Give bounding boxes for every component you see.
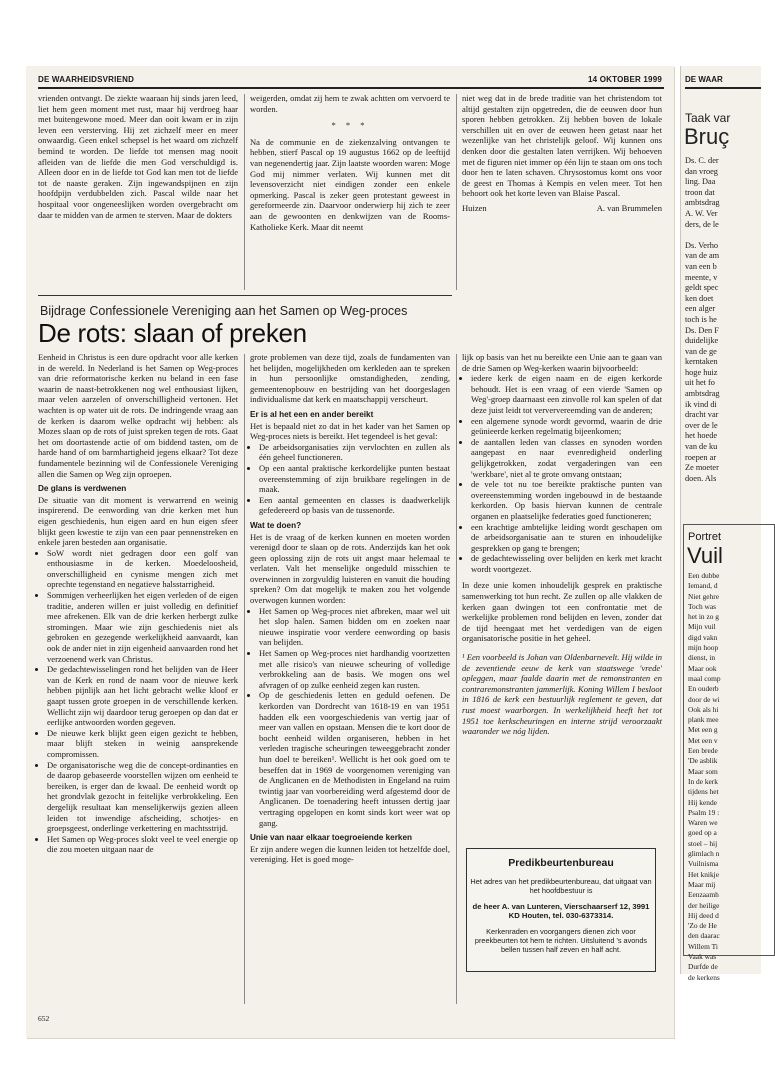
list-item: • De organisatorische weg die de concept-ordinanties en de daarop gebaseerde voorstellen wijzen om eenheid te bereiken, is erger dan de kwaal. De eenheid wordt op het grondvlak gezocht in feitelijke verbrokkeling. Een dergelijk resultaat kan menselijkerwijs gezien alleen leiden tot inwendige afscheiding, schotjes- en groepsgeest, onderlinge verkettering en machtsstrijd.: [47, 760, 238, 834]
adjacent-box-kicker: Portret: [688, 531, 722, 543]
text-line: A. W. Ver: [685, 208, 718, 218]
text-line: maal comp: [688, 673, 721, 683]
top-article-col2: [250, 93, 450, 232]
text-line: Ds. C. der: [685, 156, 719, 165]
text-line: toch is he: [685, 314, 717, 324]
text-line: meente, v: [685, 272, 718, 282]
text-line: Met een g: [688, 725, 718, 735]
text-line: ik vind di: [685, 399, 717, 409]
section-break-stars: * * *: [331, 120, 369, 131]
bullet-list: [250, 442, 450, 516]
main-article-col3: [462, 352, 662, 737]
text-line: Maar mij: [688, 879, 716, 889]
column-rule: [244, 94, 245, 290]
article-headline: De rots: slaan of preken: [38, 318, 307, 348]
list-item: • Op een aantal praktische kerkordelijke punten bestaat overeenstemming of zijn bruikbare regelingen in de maak.: [259, 463, 450, 495]
list-item: • Sommigen verheerlijken het eigen verleden of de eigen traditie, anderen willen er juist volledig en definitief mee afrekenen. Elk van de drie kerken herbergt zulke stromingen. Maar wie zijn geschiedenis niet als gebroken en gezegende werkelijkheid aanvaardt, kan ook de ander niet in zijn eigenheid aanvaarden rond het verzoenend werk van Christus.: [47, 590, 238, 664]
text-line: Een dubbe: [688, 571, 720, 580]
top-article-text-3: niet weg dat in de brede traditie van het christendom tot altijd gestalten zijn opgetreden, die de eeuwen door hun sporen hebben getrokken. Zij hebben boven de lokale verschillen uit en over de eeuwen heen getast naar het wezenlijke van het christelijk geloof. Wij kunnen ons denken door die gestalten laten verrijken. Wij behoeven met de figuren niet immer op één lijn te staan om ons toch door hen te laten schaven. Chrysostomus komt ons voor de geest en Thomas à Kempis en velen meer. Tot hen behoort ook het korte leven van Blaise Pascal.: [462, 93, 662, 199]
predikbeurtenbureau-box: [466, 848, 656, 972]
text-line: ken doet: [685, 293, 714, 303]
list-item: • De nieuwe kerk blijkt geen eigen gezicht te hebben, maar blijft steken in weinig aansprekende compromissen.: [47, 728, 238, 760]
text-line: van de am: [685, 251, 720, 261]
text-line: In de kerk: [688, 776, 718, 786]
column-rule: [456, 94, 457, 290]
subheading-bereikt: Er is al het een en ander bereikt: [250, 409, 374, 419]
text-line: Het knikje: [688, 869, 719, 879]
text-line: dienst, in: [688, 653, 716, 663]
publication-name: DE WAARHEIDSVRIEND: [38, 75, 135, 84]
text-line: [685, 230, 720, 241]
main-article-col1: [38, 352, 238, 855]
text-line: Ds. Den F: [685, 325, 719, 335]
text-line: Hij kende: [688, 797, 717, 807]
bullet-list: [462, 373, 662, 574]
subheading-glans: De glans is verdwenen: [38, 484, 127, 494]
text-line: het in zo g: [688, 612, 719, 622]
text-line: Ze moeter: [685, 463, 719, 473]
text-line: Durfde de: [688, 962, 718, 972]
adjacent-column: [685, 156, 720, 484]
adjacent-header-rule: [685, 87, 761, 89]
text-line: Vuilnisma: [688, 859, 719, 869]
list-item: • de vele tot nu toe bereikte praktische punten van overeenstemming worden ingebouwd in de bestaande kerkorden. Op basis hiervan kunnen de centrale organen en plaatselijke federaties goed functioneren;: [471, 479, 662, 521]
article-separator: [38, 295, 452, 296]
text-line: goed op a: [688, 828, 717, 838]
adjacent-running-head: DE WAAR: [685, 75, 723, 84]
text-line: Mijn vuil: [688, 622, 716, 632]
byline-author: A. van Brummelen: [596, 202, 662, 213]
text-line: geldt spec: [685, 283, 719, 293]
list-item: • de aantallen leden van classes en synoden worden aangepast en naar evenredigheid onderling gelijkgetrokken, zodat vergaderingen van een 'werkbare', niet al te grote omvang ontstaan;: [471, 437, 662, 479]
header-rule: [38, 87, 664, 89]
column-rule: [456, 354, 457, 1004]
list-item: • Het Samen op Weg-proces niet hardhandig voortzetten met alle risico's van nieuwe scheuring of volledige verbrokkeling aan de basis. We mogen ons wel afvragen of op zulke eenheid zegen kan rusten.: [259, 648, 450, 690]
text-line: der heilige: [688, 900, 720, 910]
text-line: Iemand, d: [688, 581, 718, 591]
text-line: roepen ar: [685, 452, 717, 462]
text-line: dan vroeg: [685, 166, 718, 176]
paragraph: Het is de vraag of de kerken kunnen en moeten worden verenigd door te slaan op de rots. Anderzijds kan het ook geen oplossing zijn de rots uit angst maar helemaal te verlaten. Valt het menselijke ongeduld misschien te overwinnen in zorgvuldig luisteren en vanuit die houding spreken? Om dat mogelijk te maken zou het volgende overwogen kunnen worden:: [250, 531, 450, 606]
adjacent-page: [680, 66, 761, 982]
box-note: Kerkenraden en voorgangers dienen zich voor preekbeurten tot hem te richten. Uitsluitend 's avonds bellen tussen half zeven en half acht.: [474, 926, 648, 955]
byline: [462, 203, 662, 214]
text-line: van de ge: [685, 346, 717, 356]
text-line: Een brede: [688, 746, 718, 756]
text-line: Waren we: [688, 818, 718, 828]
newspaper-page: [26, 66, 674, 1038]
text-line: Toch was: [688, 601, 717, 611]
paragraph: Het is bepaald niet zo dat in het kader van het Samen op Weg-proces niets is bereikt. Het tegendeel is het geval:: [250, 420, 450, 442]
subheading-wat-te-doen: Wat te doen?: [250, 520, 302, 530]
text-line: 'De asblik: [688, 756, 718, 766]
top-article-col3: [462, 93, 662, 214]
bullet-list: [250, 606, 450, 828]
text-line: Maar som: [688, 766, 718, 776]
issue-date: 14 OKTOBER 1999: [588, 75, 662, 84]
text-line: doen. Als: [685, 473, 717, 483]
text-line: mijn hoop: [688, 643, 719, 653]
top-article-text-1: vrienden ontvangt. De ziekte waaraan hij sinds jaren leed, liet hem geen moment met rust, maar hij verdroeg haar met buitengewone moed. Meer dan ooit kwam er in zijn leven een versterving. Hij zet zichzelf meer en meer onwaardig. Geen enkel schepsel is het waard om zichzelf bemind te worden. De liefde tot mensen mag nooit afleiden van de liefde die men God verschuldigd is. Alleen door en in de liefde tot God kan men tot de liefde tot de naaste geraken. Zijn ingewandspijnen en zijn hoofdpijn verdubbelden zich. Pascal wilde naar het hospitaal voor ongeneeslijken worden overgebracht om daar te midden van de armen te sterven. Maar de dokters: [38, 93, 238, 220]
list-item: • Op de geschiedenis letten en geduld oefenen. De kerkorden van Dordrecht van 1618-19 en van 1951 hadden elk een voorgeschiedenis van vertig jaar of meer van vallen en opstaan. Mensen die te kort door de bocht eenheid wilden organiseren, hebben in het verleden tragische scheuringen teweeggebracht zonder hun doel te bereiken¹. Wellicht is het ook goed om te beseffen dat in 1969 de voorgenomen vereniging van de Anglicanen en de Methodisten in Engeland na ruim twintig jaar van voorbereiding werd afgestemd door de Anglicanen. De toenadering heeft intussen dertig jaar vertraging opgelopen en komt sinds kort weer wat op gang.: [259, 690, 450, 828]
box-title: Predikbeurtenbureau: [508, 857, 614, 869]
text-line: 'Zo de He: [688, 921, 717, 931]
list-item: • de gedachtewisseling over belijden en kerk met kracht wordt voortgezet.: [471, 553, 662, 574]
page-number: 652: [38, 1014, 50, 1023]
adjacent-portrait-box: [683, 524, 775, 982]
text-line: Ds. Verho: [685, 240, 719, 250]
article-intro: Eenheid in Christus is een dure opdracht voor alle kerken in de wereld. In Nederland is het Samen op Weg-proces van drie reformatorische kerken nu beland in een fase waarin de naast-betrokkenen nog wel enthousiast lijken, maar velen aarzelen of onverschilligheid vertonen. Het wachten is op water uit de rots. De indringende vraag aan de kerken is daarom welke opdracht wij hebben: als Mozes slaan op de rots of juist spreken tegen de rots. Gaat het om doortastende actie of om biddend tasten, om de harde hand of om barmhartigheid jegens elkaar? Tot deze fundamentele bezinning wil de Confessionele Vereniging allen die Samen op Weg zijn oproepen.: [38, 352, 238, 479]
text-line: het hoede: [685, 431, 718, 441]
adjacent-headline: Bruç: [684, 124, 730, 149]
text-line: digd vakn: [688, 632, 718, 642]
top-article-text-2: weigerden, omdat zij hem te zwak achtten om vervoerd te worden.: [250, 93, 450, 114]
paragraph: grote problemen van deze tijd, zoals de fundamenten van het belijden, mogelijkheden om kerkleden aan te spreken in hun persoonlijke omstandigheden, zending, gemeentenopbouw en bestrijding van het doorgeslagen individualisme dat kerk en maatschappij verscheurt.: [250, 352, 450, 405]
adjacent-box-text: [688, 571, 774, 983]
text-line: de kerkens: [688, 972, 720, 982]
text-line: En ouderb: [688, 684, 719, 694]
text-line: ders, de le: [685, 219, 719, 229]
adjacent-box-headline: Vuil: [687, 543, 723, 568]
box-body: Het adres van het predikbeurtenbureau, dat uitgaat van het hoofdbestuur is: [470, 877, 652, 896]
paragraph: Er zijn andere wegen die kunnen leiden tot hetzelfde doel, vereniging. Het is goed moge-: [250, 843, 450, 865]
text-line: troon dat: [685, 187, 715, 197]
paragraph: In deze unie komen inhoudelijk gesprek en praktische samenwerking tot hun recht. Ze zullen op alle vlakken de kerken gaan dwingen tot een confrontatie met de werkelijke problemen rond belijden en leven, zonder dat de tijd heengaat met het verdedigen van de eigen organisatorische positie in het geheel.: [462, 580, 662, 644]
text-line: stoel – hij: [688, 838, 718, 848]
text-line: tijdens het: [688, 787, 719, 797]
main-article-col2: [250, 352, 450, 865]
text-line: Eenzaamh: [688, 890, 719, 900]
text-line: dracht var: [685, 410, 719, 420]
box-address: de heer A. van Lunteren, Vierschaarserf 12, 3991 KD Houten, tel. 030-6373314.: [472, 901, 650, 921]
top-article-text-2b: Na de communie en de ziekenzalving ontvangen te hebben, stierf Pascal op 19 augustus 1662 op de leeftijd van negenendertig jaar. Zijn laatste woorden waren: Moge God mij nimmer verlaten. Wij kunnen met dit levensoverzicht niet eindigen zonder een enkele opmerking. Pascal is zeker geen protestant geweest in gereformeerde zin. Daarvoor onderwierp hij zich te zeer aan de gewoonten en denkwijzen van de Rooms-Katholieke Kerk. Maar dit neemt: [250, 136, 450, 232]
text-line: ambtsdrag: [685, 198, 720, 208]
list-item: • De gedachtewisselingen rond het belijden van de Heer van de Kerk en rond de naam voor de nieuwe kerk hebben pijnlijk aan het licht gebracht welke kloof er gaapt tussen grote groepen in de verschillende kerken. Wellicht zijn wij daardoor terug geroepen op dan dat er eerlijke antwoorden worden gegeven.: [47, 664, 238, 728]
bullet-list: [38, 548, 238, 855]
running-head: [38, 75, 662, 84]
text-line: van de ku: [685, 442, 718, 452]
list-item: • Een aantal gemeenten en classes is daadwerkelijk gefedereerd op basis van de tussenorde.: [259, 495, 450, 516]
text-line: duidelijke: [685, 336, 719, 346]
text-line: kerntaken: [685, 357, 718, 367]
footnote: ¹ Een voorbeeld is Johan van Oldenbarnevelt. Hij wilde in de zeventiende eeuw de kerk van staatswege 'vrede' opleggen, maar faalde daarin met de remonstranten en contraremonstranten jammerlijk. Koning Willem I besloot in 1816 de kerk een bestuurlijk reglement te geven, dat rust moest waarborgen. In werkelijkheid heeft het tot 1951 toe kerkscheuringen en interne strijd veroorzaakt waaronder we nóg lijden.: [462, 652, 662, 737]
list-item: • een algemene synode wordt gevormd, waarin de drie geünieerde kerken regelmatig bijeenkomen;: [471, 416, 662, 437]
text-line: ambtsdrag: [685, 389, 720, 399]
text-line: door de wi: [688, 694, 720, 704]
text-line: Maar ook: [688, 663, 717, 673]
text-line: Hij deed d: [688, 910, 719, 920]
article-kicker: Bijdrage Confessionele Vereniging aan het Samen op Weg-proces: [40, 304, 408, 318]
text-line: den daarac: [688, 931, 720, 941]
text-line: Niet gehre: [688, 591, 719, 601]
text-line: hoge huiz: [685, 367, 718, 377]
list-item: • een krachtige ambtelijke leiding wordt geschapen om de arbeidsorganisatie aan te sturen en inhoudelijke gesprekken op gang te brengen;: [471, 522, 662, 554]
text-line: over de le: [685, 420, 718, 430]
text-line: een alger: [685, 304, 716, 314]
text-line: Psalm 19 :: [688, 807, 720, 817]
list-item: • SoW wordt niet gedragen door een golf van enthousiasme in de kerken. Moedeloosheid, onverschilligheid en cynisme mengen zich met oprechte tegenstand en negatieve halsstarrigheid.: [47, 548, 238, 590]
subheading-unie: Unie van naar elkaar toegroeiende kerken: [250, 833, 413, 843]
text-line: Willem Ti: [688, 941, 718, 951]
adjacent-kicker: Taak var: [685, 111, 731, 125]
list-item: • Het Samen op Weg-proces niet afbreken, maar wel uit het slop halen. Samen bidden om en zoeken naar nieuwe inspiratie voor verdere eenwording op basis van belijden.: [259, 606, 450, 648]
paragraph: De situatie van dit moment is verwarrend en weinig inspirerend. De eenwording van drie kerken met hun eigen geschiedenis, hun eigen aard en hun eigen sfeer blijkt geen kwestie te zijn van een paar pennenstreken en enkele jaren besteden aan organisatie.: [38, 494, 238, 548]
text-line: uit het fo: [685, 378, 715, 388]
text-line: Met een v: [688, 735, 718, 745]
text-line: plank mee: [688, 715, 719, 725]
text-line: glimlach n: [688, 849, 720, 859]
text-line: Vaak was: [688, 951, 717, 961]
paragraph: lijk op basis van het nu bereikte een Unie aan te gaan van de drie Samen op Weg-kerken waarin bijvoorbeeld:: [462, 352, 662, 373]
text-line: van een b: [685, 261, 717, 271]
list-item: • Het Samen op Weg-proces slokt veel te veel energie op die zou moeten uitgaan naar de: [47, 834, 238, 855]
text-line: Ook als hi: [688, 704, 719, 714]
list-item: • iedere kerk de eigen naam en de eigen kerkorde behoudt. Het is een vraag of een vierde 'Samen op Weg'-groep daarnaast een zinvolle rol kan spelen of dat deze juist leidt tot verververeemding van de anderen;: [471, 373, 662, 415]
list-item: • De arbeidsorganisaties zijn vervlochten en zullen als één geheel functioneren.: [259, 442, 450, 463]
text-line: ling. Daa: [685, 177, 716, 187]
column-rule: [244, 354, 245, 1004]
top-article-col1: [38, 93, 238, 220]
byline-place: Huizen: [462, 202, 487, 213]
